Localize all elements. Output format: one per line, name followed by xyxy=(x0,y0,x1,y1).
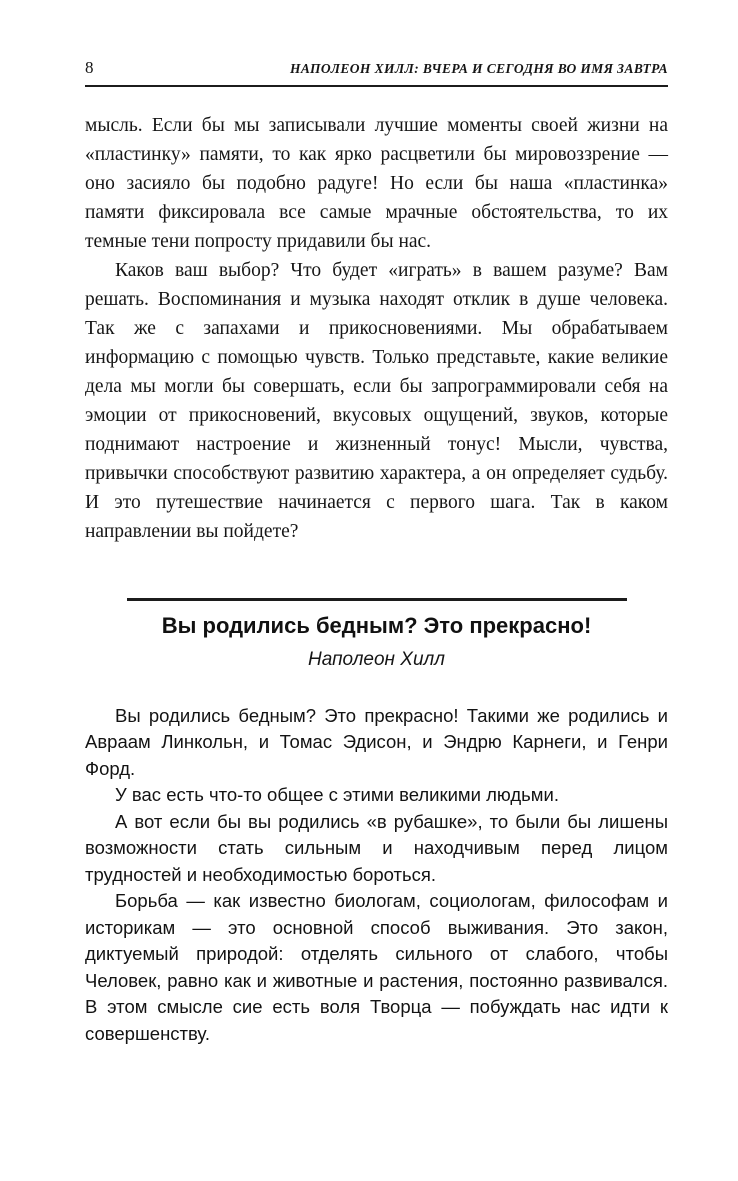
page-body xyxy=(85,111,668,1047)
section-author: Наполеон Хилл xyxy=(308,648,445,670)
section-title: Вы родились бедным? Это прекрасно! xyxy=(161,612,592,638)
header-rule xyxy=(85,85,668,87)
running-header-row xyxy=(85,58,668,78)
running-title: НАПОЛЕОН ХИЛЛ: ВЧЕРА И СЕГОДНЯ ВО ИМЯ ЗАВТРА xyxy=(290,61,668,76)
paragraph: Каков ваш выбор? Что будет «играть» в вашем разуме? Вам решать. Воспоминания и музыка находят отклик в душе человека. Так же с запахами и прикосновениями. Мы обрабатываем информацию с помощью чувств. Только представьте, какие великие дела мы могли бы совершать, если бы запрограммировали себя на эмоции от прикосновений, вкусовых ощущений, звуков, которые поднимают настроение и жизненный тонус! Мысли, чувства, привычки способствуют развитию характера, а он определяет судьбу. И это путешествие начинается с первого шага. Так в каком направлении вы пойдете? xyxy=(85,260,668,542)
page-number: 8 xyxy=(85,58,94,77)
paragraph: У вас есть что-то общее с этими великими людьми. xyxy=(115,784,559,805)
paragraph: Вы родились бедным? Это прекрасно! Такими же родились и Авраам Линкольн, и Томас Эдисон, и Эндрю Карнеги, и Генри Форд. xyxy=(85,704,668,779)
page-header xyxy=(85,58,668,87)
section-divider-rule xyxy=(127,598,627,601)
paragraph: Борьба — как известно биологам, социологам, философам и историкам — это основной способ выживания. Это закон, диктуемый природой: отделять сильного от слабого, чтобы Человек, равно как и животные и растения, постоянно развивался. В этом смысле сие есть воля Творца — побуждать нас идти к совершенству. xyxy=(85,890,668,1044)
paragraph: А вот если бы вы родились «в рубашке», то были бы лишены возможности стать сильным и находчивым перед лицом трудностей и необходимостью бороться. xyxy=(85,810,668,885)
paragraph: мысль. Если бы мы записывали лучшие моменты своей жизни на «пластинку» памяти, то как ярко расцветили бы мировоззрение — оно засияло бы подобно радуге! Но если бы наша «пластинка» памяти фиксировала все самые мрачные обстоятельства, то их темные тени попросту придавили бы нас. xyxy=(85,115,668,252)
